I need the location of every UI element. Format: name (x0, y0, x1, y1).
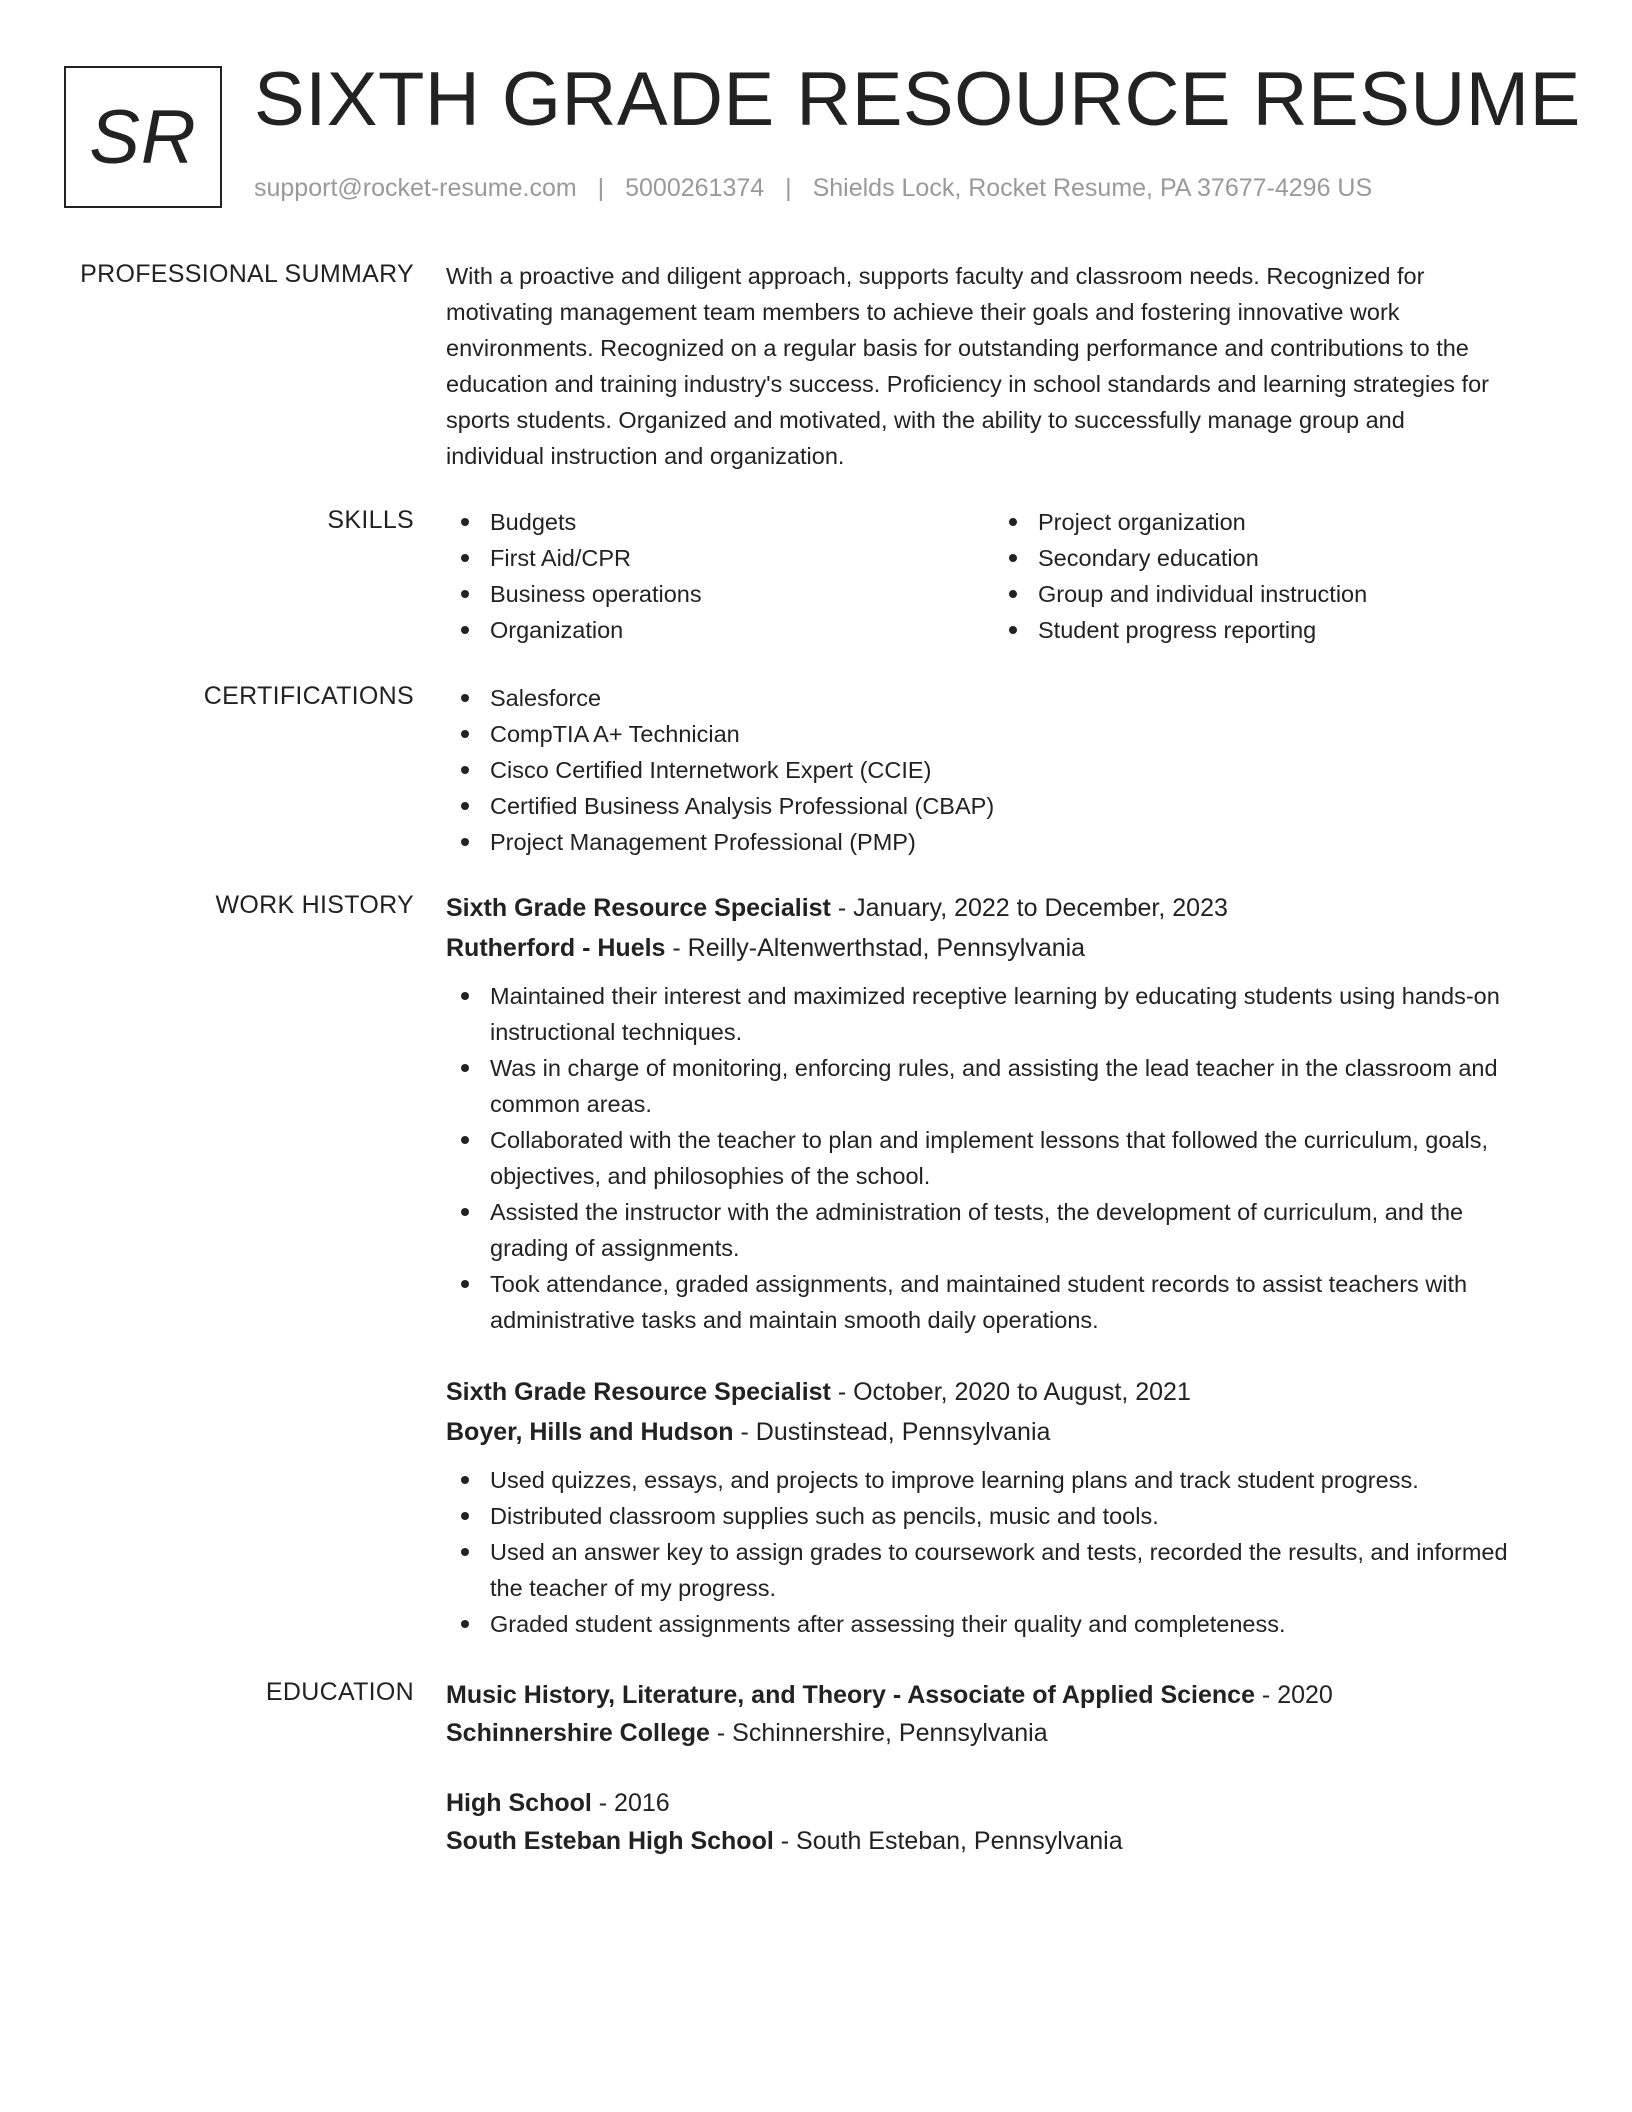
summary-line: individual instruction and organization. (446, 443, 845, 469)
job-duty: Used an answer key to assign grades to coursework and tests, recorded the results, and informed the teacher of my progress. (446, 1534, 1562, 1606)
education-degree: Music History, Literature, and Theory - Associate of Applied Science (446, 1681, 1255, 1709)
job-employer-line (446, 1412, 1562, 1452)
summary-line: With a proactive and diligent approach, supports faculty and classroom needs. Recognized for (446, 263, 1425, 289)
education-school: South Esteban High School (446, 1827, 774, 1855)
skill-item: Secondary education (994, 540, 1542, 576)
education-degree-line (446, 1784, 1562, 1822)
certifications-list (446, 680, 1562, 860)
education-degree-line (446, 1676, 1562, 1714)
education-school: Schinnershire College (446, 1719, 710, 1747)
skills-column-right (994, 504, 1542, 648)
job-duty: Distributed classroom supplies such as pencils, music and tools. (446, 1498, 1562, 1534)
job-entry (446, 1372, 1562, 1642)
skills-heading: SKILLS (327, 506, 414, 534)
job-entry (446, 888, 1562, 1338)
education-location: - South Esteban, Pennsylvania (773, 1827, 1123, 1855)
summary-line: environments. Recognized on a regular basis for outstanding performance and contributions to the (446, 335, 1469, 361)
job-duty: Was in charge of monitoring, enforcing rules, and assisting the lead teacher in the classroom and common areas. (446, 1050, 1562, 1122)
certification-item: Salesforce (446, 680, 1562, 716)
summary-line: motivating management team members to achieve their goals and fostering innovative work (446, 299, 1400, 325)
skill-item: Project organization (994, 504, 1542, 540)
certification-item: Cisco Certified Internetwork Expert (CCIE) (446, 752, 1562, 788)
summary-line: sports students. Organized and motivated, with the ability to successfully manage group and (446, 407, 1405, 433)
education-heading: EDUCATION (265, 1678, 414, 1706)
job-duty: Graded student assignments after assessing their quality and completeness. (446, 1606, 1562, 1642)
job-duty: Maintained their interest and maximized receptive learning by educating students using hands-on instructional techniques. (446, 978, 1562, 1050)
job-dates: - October, 2020 to August, 2021 (830, 1378, 1191, 1406)
job-title-line (446, 1372, 1562, 1412)
contact-separator: | (785, 174, 792, 202)
work-history-heading: WORK HISTORY (215, 891, 414, 919)
education-degree: High School (446, 1789, 592, 1817)
education-year: - 2020 (1254, 1681, 1333, 1709)
skill-item: Business operations (446, 576, 994, 612)
summary-line: education and training industry's success. Proficiency in school standards and learning strategies for (446, 371, 1489, 397)
job-employer-line (446, 928, 1562, 968)
skills-column-left (446, 504, 994, 648)
job-duty: Assisted the instructor with the administration of tests, the development of curriculum, and the grading of assignments. (446, 1194, 1562, 1266)
job-employer: Rutherford - Huels (446, 934, 666, 962)
skill-item: Organization (446, 612, 994, 648)
certifications-heading: CERTIFICATIONS (203, 682, 414, 710)
education-location: - Schinnershire, Pennsylvania (709, 1719, 1048, 1747)
job-title: Sixth Grade Resource Specialist (446, 1378, 831, 1406)
job-dates: - January, 2022 to December, 2023 (830, 894, 1228, 922)
job-location: - Dustinstead, Pennsylvania (733, 1418, 1051, 1446)
job-location: - Reilly-Altenwerthstad, Pennsylvania (665, 934, 1086, 962)
summary-heading: PROFESSIONAL SUMMARY (80, 260, 414, 288)
skill-item: Budgets (446, 504, 994, 540)
job-title: Sixth Grade Resource Specialist (446, 894, 831, 922)
page-title: SIXTH GRADE RESOURCE RESUME (254, 57, 1581, 142)
education-school-line (446, 1822, 1562, 1860)
job-employer: Boyer, Hills and Hudson (446, 1418, 734, 1446)
job-duty: Used quizzes, essays, and projects to improve learning plans and track student progress. (446, 1462, 1562, 1498)
contact-phone: 5000261374 (625, 174, 765, 202)
education-school-line (446, 1714, 1562, 1752)
contact-line (254, 174, 1372, 203)
skills-list (446, 504, 1562, 648)
job-duty: Took attendance, graded assignments, and maintained student records to assist teachers with administrative tasks and maintain smooth daily operations. (446, 1266, 1562, 1338)
education-entry (446, 1676, 1562, 1752)
job-duty: Collaborated with the teacher to plan and implement lessons that followed the curriculum, goals, objectives, and philosophies of the school. (446, 1122, 1562, 1194)
certification-item: CompTIA A+ Technician (446, 716, 1562, 752)
certification-item: Certified Business Analysis Professional (CBAP) (446, 788, 1562, 824)
job-duties (446, 1462, 1562, 1642)
certification-item: Project Management Professional (PMP) (446, 824, 1562, 860)
education-year: - 2016 (591, 1789, 670, 1817)
skill-item: Student progress reporting (994, 612, 1542, 648)
job-title-line (446, 888, 1562, 928)
skill-item: Group and individual instruction (994, 576, 1542, 612)
contact-address: Shields Lock, Rocket Resume, PA 37677-4296 US (812, 174, 1373, 202)
job-duties (446, 978, 1562, 1338)
education-entry (446, 1784, 1562, 1860)
contact-email: support@rocket-resume.com (254, 174, 577, 202)
summary-text (446, 258, 1562, 474)
contact-separator: | (597, 174, 605, 202)
monogram-logo: SR (64, 66, 222, 208)
skill-item: First Aid/CPR (446, 540, 994, 576)
